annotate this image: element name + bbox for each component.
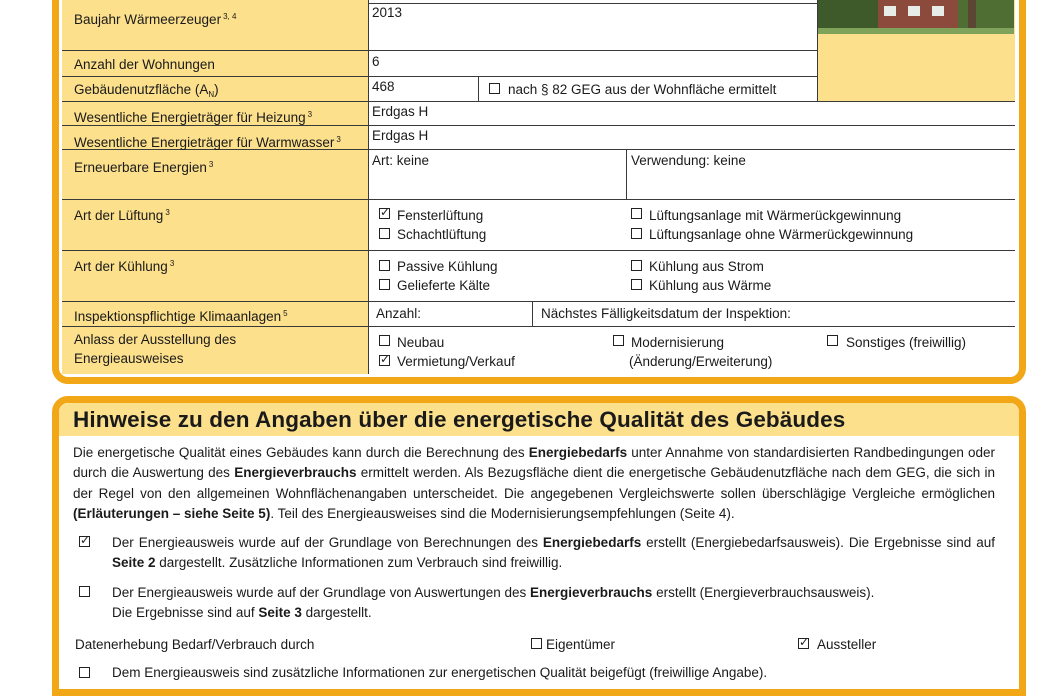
- label-kuehlung: Art der Kühlung $^3$: [74, 259, 175, 274]
- checkbox-nach-82-geg[interactable]: [489, 83, 500, 94]
- building-photo: [818, 0, 1014, 34]
- checkbox-zusatzinfo[interactable]: [79, 667, 90, 678]
- checkbox-kuehlung-waerme[interactable]: [631, 279, 642, 290]
- grid-line: [532, 301, 533, 326]
- checkbox-lueftungsanlage-mit[interactable]: [631, 208, 642, 219]
- checkbox-modernisierung[interactable]: [613, 335, 624, 346]
- grid-line: [368, 0, 369, 374]
- grid-line: [478, 76, 479, 101]
- option-gelieferte-kaelte: Gelieferte Kälte: [397, 278, 491, 293]
- value-wohnungen[interactable]: 6: [372, 54, 380, 69]
- option-modernisierung-sub: (Änderung/Erweiterung): [629, 354, 773, 369]
- checkbox-schachtlueftung[interactable]: [379, 228, 390, 239]
- grid-line: [62, 250, 1015, 251]
- option-passive-kuehlung: Passive Kühlung: [397, 259, 498, 274]
- value-baujahr[interactable]: 2013: [372, 5, 403, 20]
- hinweise-title: Hinweise zu den Angaben über die energetische Qualität des Gebäudes: [73, 407, 846, 432]
- option-lueftungsanlage-mit: Lüftungsanlage mit Wärmerückgewinnung: [649, 208, 902, 223]
- grid-line: [817, 0, 818, 101]
- option-schachtlueftung: Schachtlüftung: [397, 227, 487, 242]
- checkbox-kuehlung-strom[interactable]: [631, 260, 642, 271]
- value-klima-anzahl[interactable]: Anzahl:: [376, 306, 422, 321]
- option-zusatzinfo: Dem Energieausweis sind zusätzliche Informationen zur energetischen Qualität beigefügt (freiwillige Angabe).: [112, 665, 768, 680]
- label-warmwasser: Wesentliche Energieträger für Warmwasser $^3$: [74, 135, 341, 150]
- option-vermietung-verkauf: Vermietung/Verkauf: [397, 354, 515, 369]
- option-modernisierung: Modernisierung: [631, 335, 725, 350]
- checkbox-verbrauchsausweis[interactable]: [79, 586, 90, 597]
- label-wohnungen: Anzahl der Wohnungen: [74, 57, 215, 72]
- label-anlass: Anlass der Ausstellung des: [74, 332, 237, 347]
- label-datenerhebung: Datenerhebung Bedarf/Verbrauch durch: [75, 637, 315, 652]
- option-aussteller: Aussteller: [817, 637, 877, 652]
- option-kuehlung-waerme: Kühlung aus Wärme: [649, 278, 772, 293]
- label-lueftung: Art der Lüftung $^3$: [74, 208, 170, 223]
- value-heizung[interactable]: Erdgas H: [372, 104, 429, 119]
- checkbox-passive-kuehlung[interactable]: [379, 260, 390, 271]
- grid-line: [62, 326, 1015, 327]
- value-erneuerbar-verwendung[interactable]: Verwendung: keine: [631, 153, 746, 168]
- label-erneuerbar: Erneuerbare Energien $^3$: [74, 160, 214, 175]
- label-anlass-line2: Energieausweises: [74, 351, 184, 366]
- label-nutzflaeche: Gebäudenutzfläche $(A_N)$: [74, 82, 219, 99]
- checkbox-sonstiges[interactable]: [827, 335, 838, 346]
- checkbox-gelieferte-kaelte[interactable]: [379, 279, 390, 290]
- grid-line: [368, 3, 818, 4]
- option-neubau: Neubau: [397, 335, 445, 350]
- grid-line: [62, 76, 818, 77]
- grid-line: [62, 199, 1015, 200]
- label-baujahr: Baujahr Wärmeerzeuger $^{3, 4}$: [74, 12, 237, 27]
- value-warmwasser[interactable]: Erdgas H: [372, 128, 429, 143]
- value-nutzflaeche[interactable]: 468: [372, 79, 395, 94]
- label-klima: Inspektionspflichtige Klimaanlagen $^5$: [74, 309, 288, 324]
- checkbox-lueftungsanlage-ohne[interactable]: [631, 228, 642, 239]
- checkbox-eigentuemer[interactable]: [531, 638, 542, 649]
- grid-line: [62, 50, 818, 51]
- checkbox-fensterlueftung[interactable]: [379, 208, 390, 219]
- option-eigentuemer: Eigentümer: [546, 637, 616, 652]
- option-bedarfsausweis: Der Energieausweis wurde auf der Grundlage von Berechnungen des Energiebedarfs erstellt (Energiebedarfsausweis). Die Ergebnisse sind auf Seite 2 dargestellt. Zusätzliche Informationen zum Verbrauch sind freiwillig.: [112, 535, 995, 571]
- option-fensterlueftung: Fensterlüftung: [397, 208, 484, 223]
- grid-line: [62, 301, 1015, 302]
- option-kuehlung-strom: Kühlung aus Strom: [649, 259, 764, 274]
- value-erneuerbar-art[interactable]: Art: keine: [372, 153, 430, 168]
- option-lueftungsanlage-ohne: Lüftungsanlage ohne Wärmerückgewinnung: [649, 227, 914, 242]
- option-sonstiges: Sonstiges (freiwillig): [846, 335, 967, 350]
- grid-line: [626, 149, 627, 199]
- label-heizung: Wesentliche Energieträger für Heizung $^3$: [74, 110, 313, 125]
- checkbox-neubau[interactable]: [379, 335, 390, 346]
- option-nach-82-geg: nach § 82 GEG aus der Wohnfläche ermittelt: [508, 82, 777, 97]
- checkbox-vermietung-verkauf[interactable]: [379, 355, 390, 366]
- checkbox-aussteller[interactable]: [798, 638, 809, 649]
- value-klima-faellig[interactable]: Nächstes Fälligkeitsdatum der Inspektion:: [541, 306, 791, 321]
- checkbox-bedarfsausweis[interactable]: [79, 536, 90, 547]
- option-verbrauchsausweis: Der Energieausweis wurde auf der Grundlage von Auswertungen des Energieverbrauchs erstellt (Energieverbrauchsausweis). Die Ergebnisse sind auf Seite 3 dargestellt.: [112, 585, 875, 621]
- hinweise-paragraph: Die energetische Qualität eines Gebäudes kann durch die Berechnung des Energiebedarfs unter Annahme von standardisierten Randbedingungen oder durch die Auswertung des Energieverbrauchs ermittelt werden. Als Bezugsfläche dient die energetische Gebäudenutzfläche nach dem GEG, die sich in der Regel von den allgemeinen Wohnflächenangaben unterscheidet. Die angegebenen Vergleichswerte sollen überschlägige Vergleiche ermöglichen (Erläuterungen – siehe Seite 5). Teil des Energieausweises sind die Modernisierungsempfehlungen (Seite 4).: [73, 445, 996, 522]
